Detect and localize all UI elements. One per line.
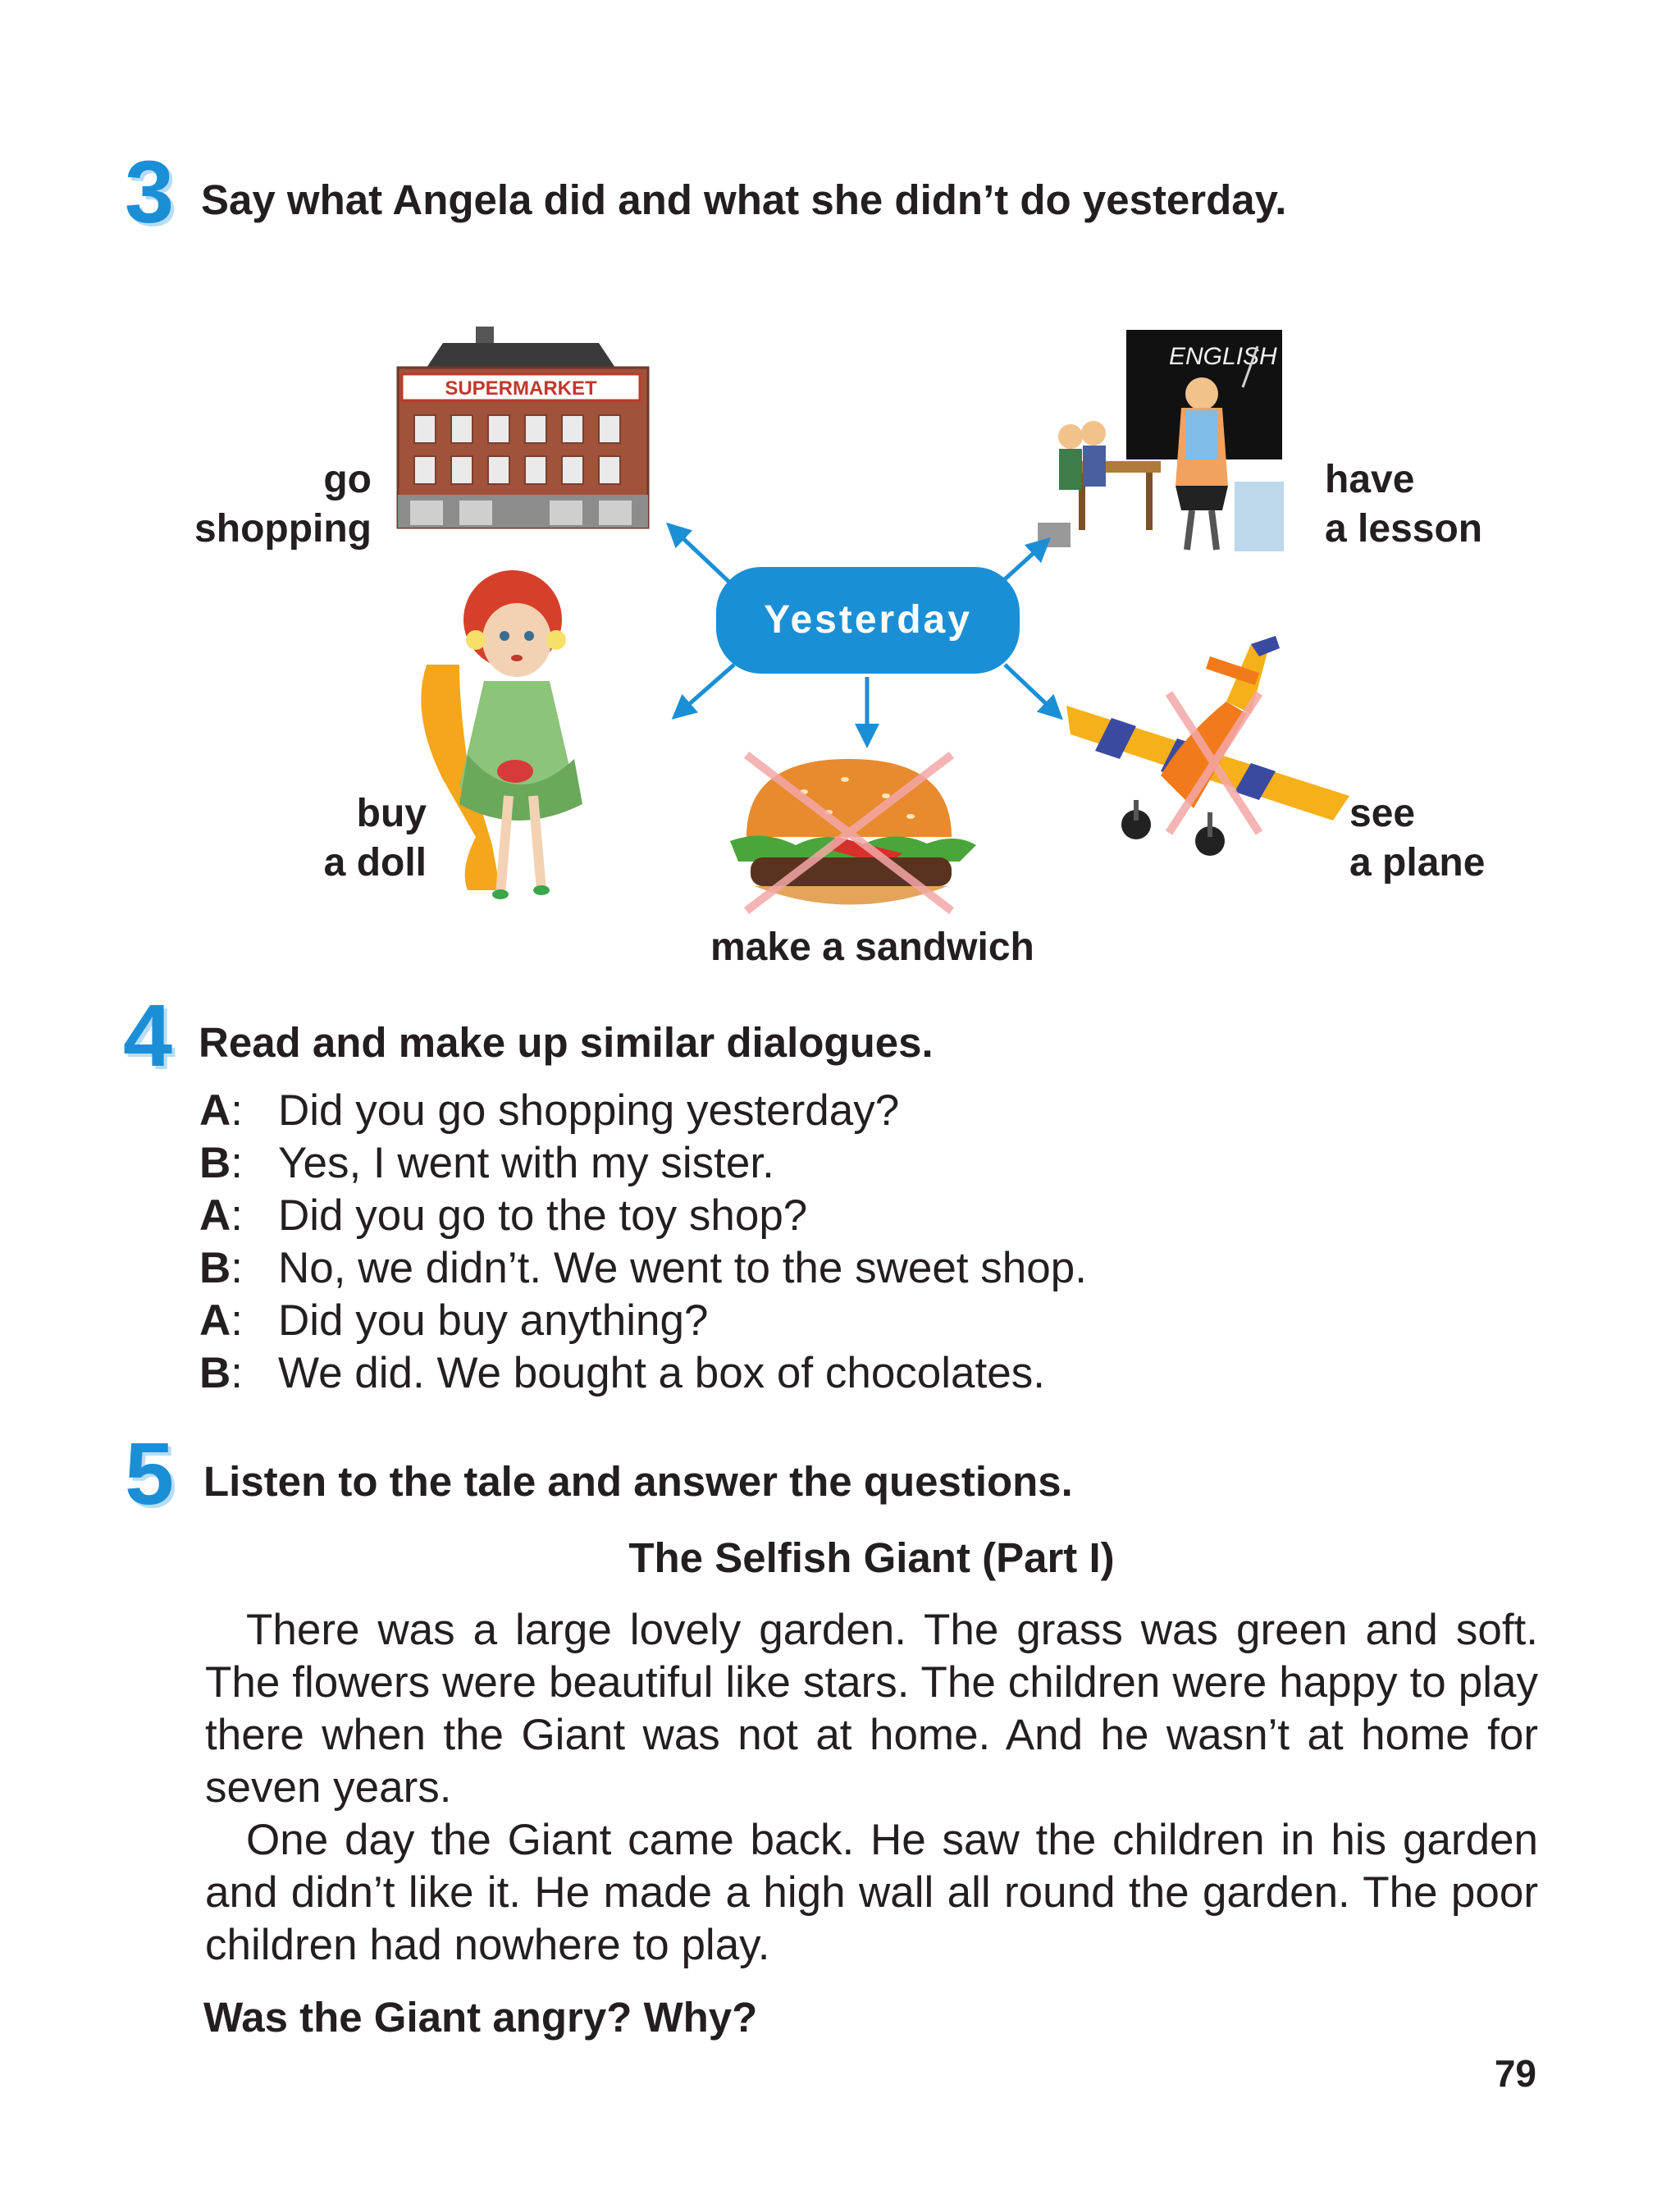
story-title: The Selfish Giant (Part I) (628, 1534, 1115, 1581)
arrow-to-plane (1005, 665, 1054, 711)
yesterday-label: Yesterday (764, 598, 972, 642)
supermarket-illustration (394, 318, 652, 533)
lesson-illustration (1038, 330, 1284, 553)
dialogue-line (199, 1295, 708, 1347)
exercise-3-instruction: Say what Angela did and what she didn’t do yesterday. (201, 176, 1287, 223)
dialogue-speaker: A: (199, 1296, 244, 1345)
label-make-a-sandwich: make a sandwich (710, 926, 1034, 969)
exercise-3-number: 3 (125, 142, 175, 241)
dialogue-line (199, 1347, 1045, 1400)
story-paragraph-1: There was a large lovely garden. The grass was green and soft. The flowers were beautiful like stars. The children were happy to play there when the Giant was not at home. And he wasn’t at home for seven years. (205, 1606, 1538, 1812)
doll-illustration (410, 566, 632, 903)
label-buy-a-doll: buy a doll (323, 792, 427, 885)
page-number: 79 (1494, 2052, 1536, 2095)
dialogue-line (199, 1085, 899, 1137)
arrow-to-shopping (675, 531, 734, 587)
arrow-to-doll (681, 665, 734, 711)
dialogue-text: Did you go to the toy shop? (278, 1191, 808, 1240)
story-paragraph-2: One day the Giant came back. He saw the children in his garden and didn’t like it. He made a high wall all round the garden. The poor children had nowhere to play. (205, 1816, 1538, 1969)
dialogue-speaker: B: (199, 1244, 244, 1292)
supermarket-sign: SUPERMARKET (445, 377, 597, 400)
label-see-a-plane: see a plane (1349, 792, 1486, 885)
dialogue-speaker: A: (199, 1191, 244, 1240)
dialogue-speaker: B: (199, 1139, 244, 1187)
dialogue-text: Did you buy anything? (278, 1296, 709, 1345)
dialogue-text: Yes, I went with my sister. (278, 1139, 774, 1187)
label-go-shopping: go shopping (194, 458, 372, 551)
dialogue-speaker: A: (199, 1086, 244, 1135)
exercise-5-instruction: Listen to the tale and answer the questions. (203, 1458, 1073, 1505)
dialogue-line (199, 1190, 807, 1242)
dialogue-text: Did you go shopping yesterday? (278, 1086, 900, 1135)
exercise-5-number: 5 (125, 1424, 175, 1523)
dialogue-text: We did. We bought a box of chocolates. (278, 1349, 1045, 1397)
yesterday-diagram (660, 521, 1071, 751)
blackboard-text: ENGLISH (1169, 343, 1277, 370)
story-question: Was the Giant angry? Why? (203, 1994, 758, 2041)
story-text (205, 1604, 1538, 1972)
sandwich-illustration (714, 747, 984, 927)
dialogue-text: No, we didn’t. We went to the sweet shop. (278, 1244, 1087, 1292)
exercise-4-number: 4 (123, 985, 173, 1085)
plane-illustration (1062, 636, 1349, 866)
label-have-a-lesson: have a lesson (1325, 458, 1483, 551)
dialogue-line (199, 1242, 1087, 1295)
exercise-4-instruction: Read and make up similar dialogues. (199, 1019, 934, 1066)
dialogue-line (199, 1137, 774, 1190)
dialogue-speaker: B: (199, 1349, 244, 1397)
